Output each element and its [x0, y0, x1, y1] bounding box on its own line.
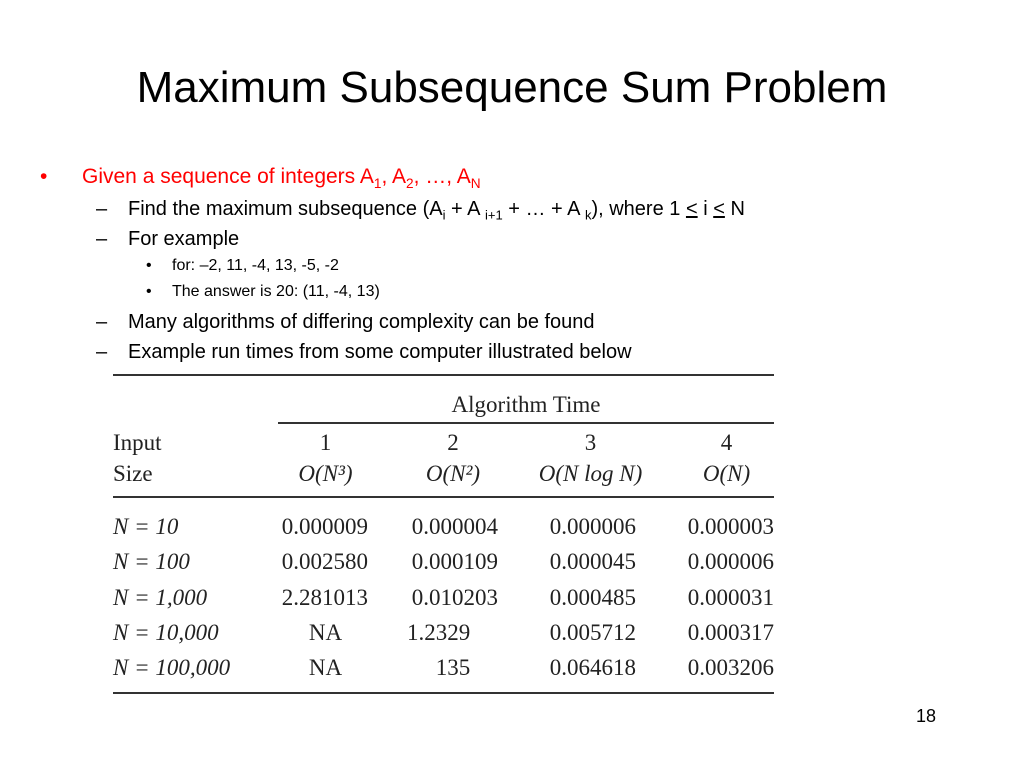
cell-alg3: 0.064618 — [549, 655, 636, 680]
size-label: Size — [113, 461, 153, 486]
runtime-table — [113, 374, 774, 696]
sub-bullet-many-algorithms: – Many algorithms of differing complexity can be found — [96, 311, 595, 333]
sub-bullet-for-example: – For example — [96, 228, 240, 250]
dash-marker: – — [96, 198, 108, 220]
row-size: N = 100,000 — [113, 655, 231, 680]
sub-sub-bullet-sequence: • for: –2, 11, -4, 13, -5, -2 — [146, 255, 339, 277]
cell-alg3: 0.000045 — [549, 549, 636, 574]
cell-alg2: 0.010203 — [411, 585, 498, 610]
col-header-complexity: O(N log N) — [538, 461, 643, 486]
sub-sub-bullet-answer: • The answer is 20: (11, -4, 13) — [146, 281, 380, 303]
cell-alg4: 0.000317 — [687, 620, 774, 645]
table-bottom-rule — [113, 692, 774, 694]
cell-alg4: 0.000006 — [687, 549, 774, 574]
row-size: N = 10 — [113, 514, 179, 539]
col-header-complexity: O(N) — [702, 461, 751, 486]
cell-alg1: 0.002580 — [281, 549, 368, 574]
cell-alg2: 0.000109 — [411, 549, 498, 574]
col-header-num: 3 — [584, 430, 597, 455]
dash-marker: – — [96, 228, 108, 250]
cell-alg1: NA — [308, 620, 343, 645]
cell-alg2: 135 — [435, 655, 471, 680]
cell-alg1: 2.281013 — [281, 585, 368, 610]
cell-alg1: 0.000009 — [281, 514, 368, 539]
sub-bullet-find-maximum: – Find the maximum subsequence ($A_i + A$ $_{i+1}$ + … + A $_k$), where 1 < i < N — [96, 198, 745, 223]
cell-alg3: 0.000006 — [549, 514, 636, 539]
cell-alg2: 1.2329 — [407, 620, 471, 645]
row-size: N = 100 — [113, 549, 190, 574]
slide-title: Maximum Subsequence Sum Problem — [136, 63, 888, 112]
bullet-marker: • — [40, 165, 48, 188]
row-size: N = 1,000 — [113, 585, 208, 610]
dot-marker: • — [146, 257, 152, 274]
dash-marker: – — [96, 311, 108, 333]
group-header-rule — [278, 422, 774, 424]
cell-alg1: NA — [308, 655, 343, 680]
cell-alg4: 0.000031 — [687, 585, 774, 610]
table-top-rule — [113, 374, 774, 376]
col-header-complexity: O(N²) — [425, 461, 481, 486]
cell-alg2: 0.000004 — [411, 514, 498, 539]
table-group-header: Algorithm Time — [451, 392, 601, 417]
cell-alg4: 0.000003 — [687, 514, 774, 539]
cell-alg3: 0.005712 — [549, 620, 636, 645]
page-number: 18 — [915, 706, 936, 726]
header-rule — [113, 496, 774, 498]
bullet-given-sequence: • Given a sequence of integers $A_1$, $A_2$, …, $A_N$ — [40, 165, 481, 191]
col-header-num: 1 — [319, 430, 332, 455]
col-header-complexity: O(N³) — [298, 461, 353, 486]
row-size: N = 10,000 — [113, 620, 219, 645]
col-header-num: 2 — [447, 430, 459, 455]
sub-bullet-run-times: – Example run times from some computer illustrated below — [96, 341, 632, 363]
dash-marker: – — [96, 341, 108, 363]
col-header-num: 4 — [720, 430, 733, 455]
cell-alg3: 0.000485 — [549, 585, 636, 610]
cell-alg4: 0.003206 — [687, 655, 774, 680]
dot-marker: • — [146, 283, 152, 300]
input-label: Input — [113, 430, 162, 455]
